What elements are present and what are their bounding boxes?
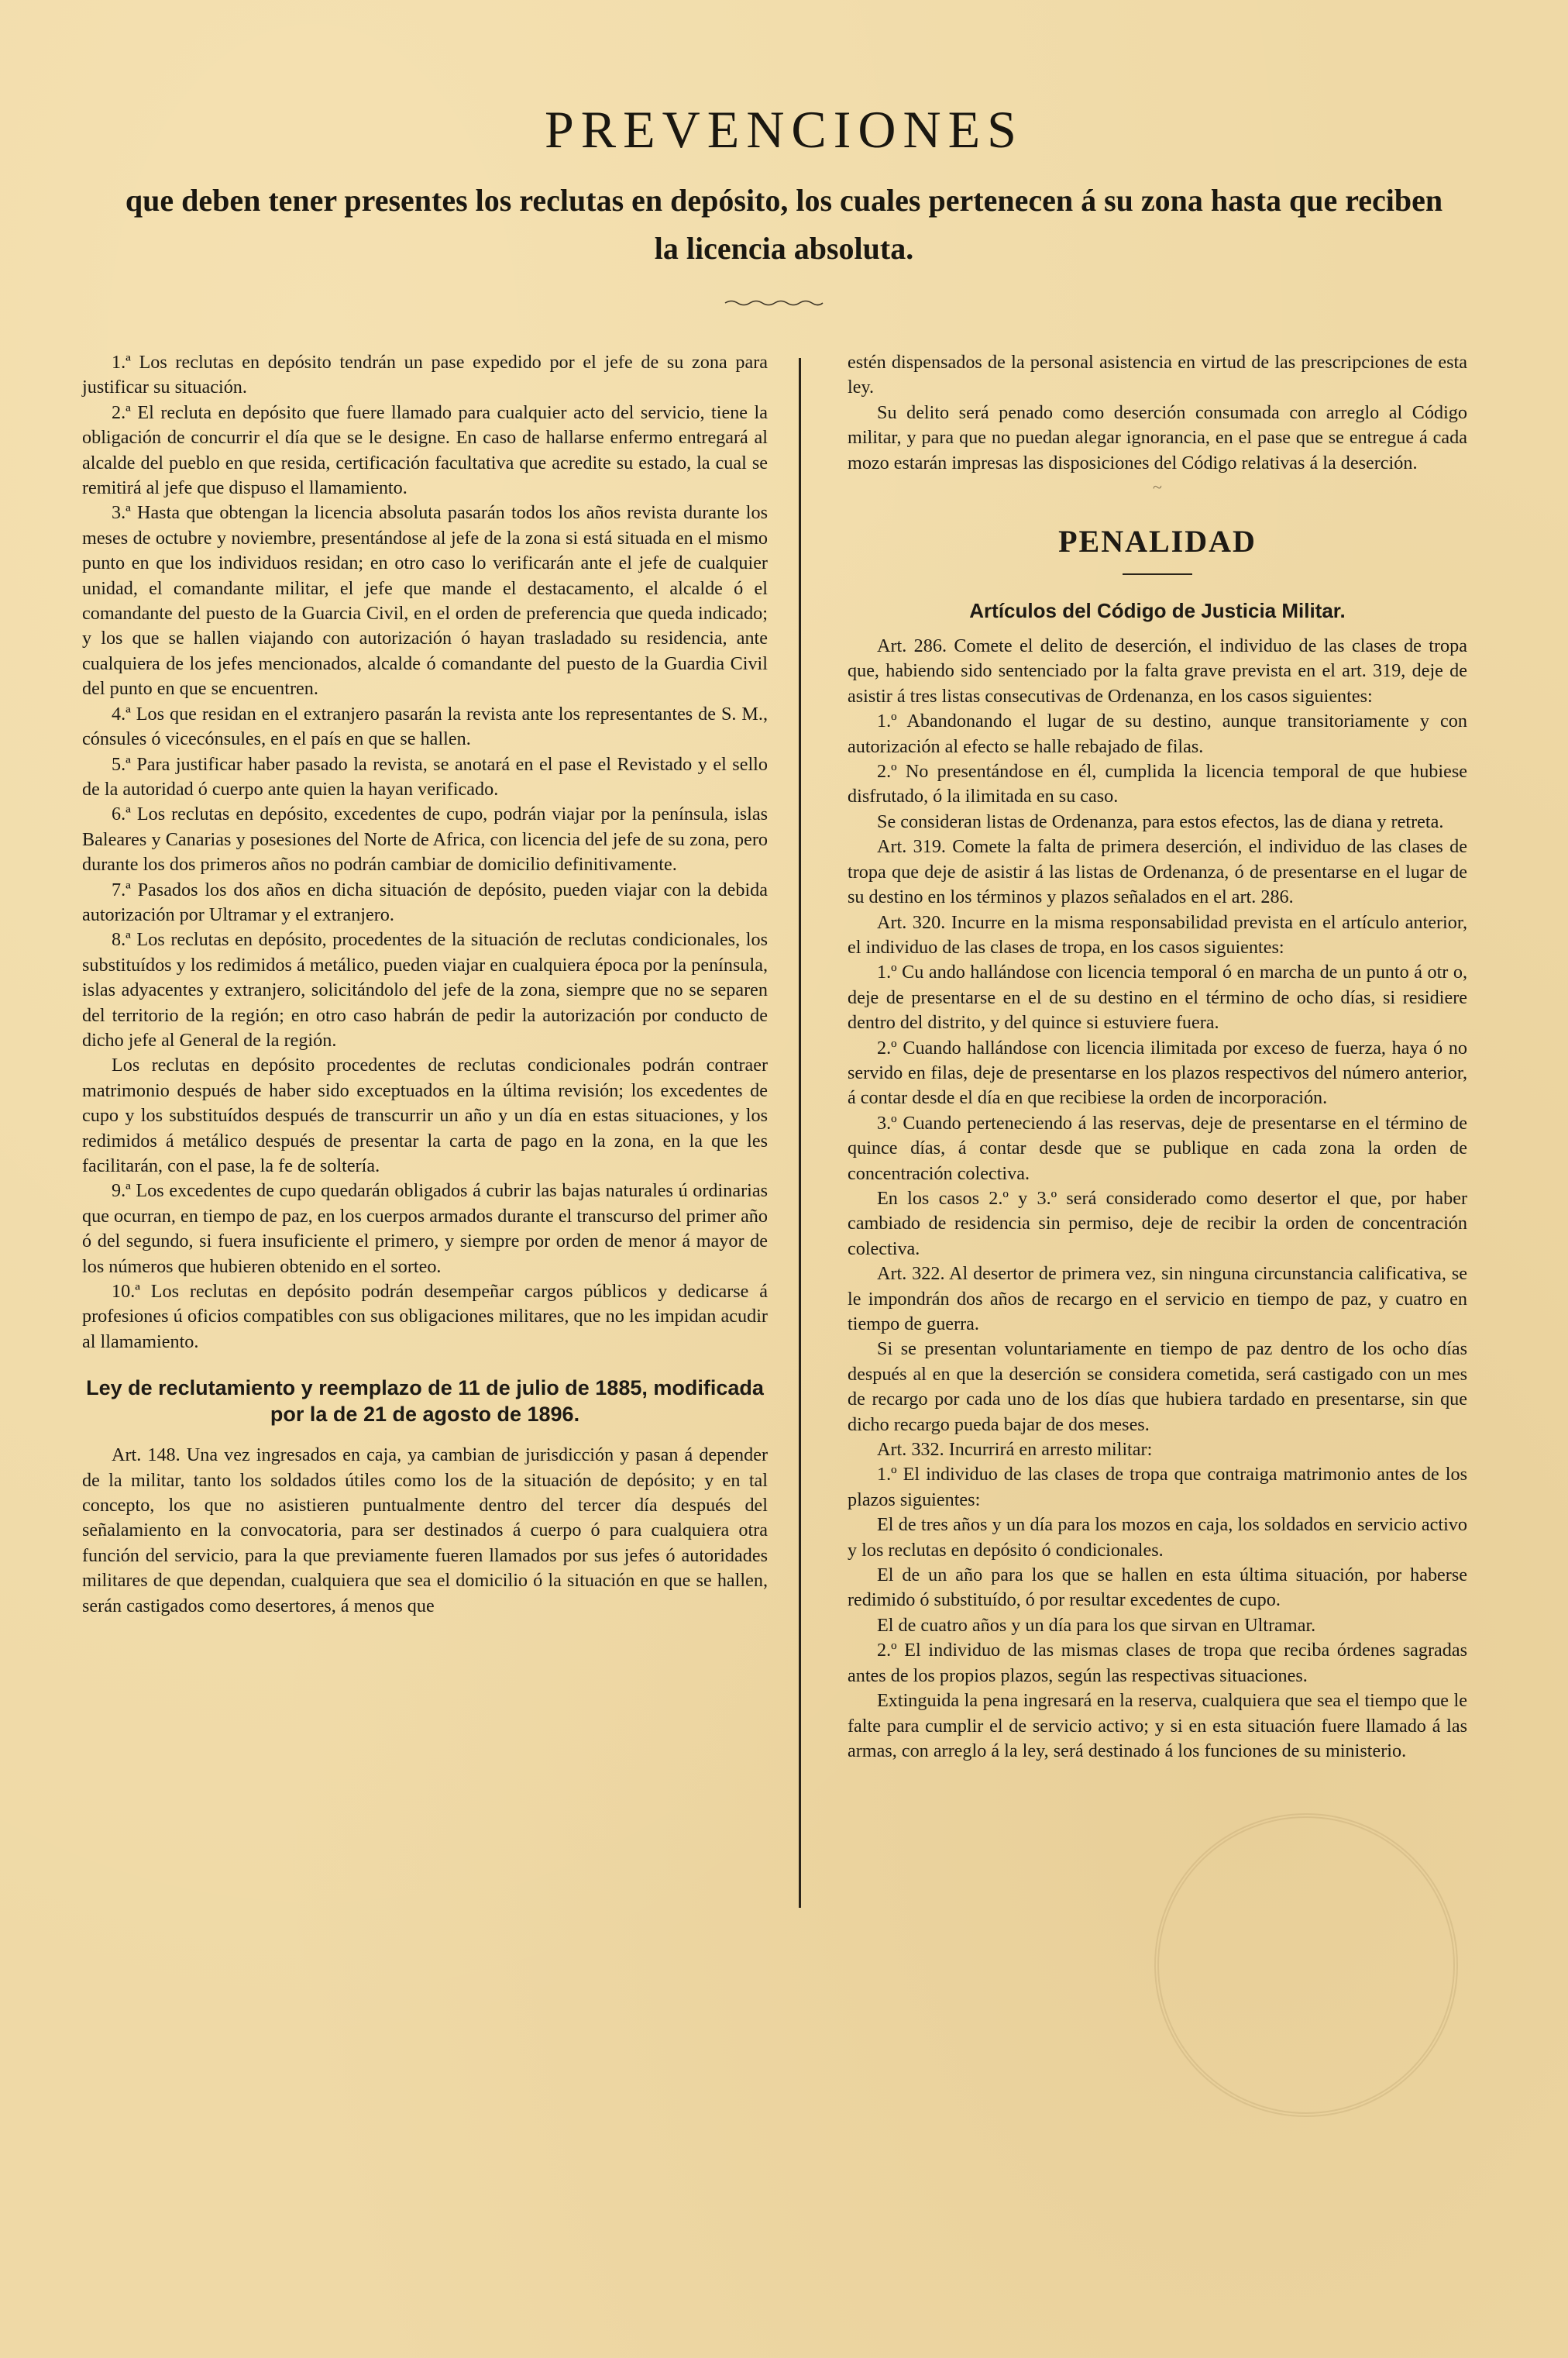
faded-stamp <box>1154 1813 1458 2117</box>
article-319: Art. 319. Comete la falta de primera deserción, el individuo de las clases de tropa que deje de asistir á las listas de Ordenanza, ó de presentarse en el lugar de su destino en los términos y plazos señalados en el art. 286. <box>848 836 1467 908</box>
rule-2: 2.ª El recluta en depósito que fuere llamado para cualquier acto del servicio, tiene la obligación de concurrir el día que se le designe. En caso de hallarse enfermo entregará al alcalde del pueblo en que resida, certificación facultativa que acredite su estado, la cual se remitirá al jefe que dispuso el llamamiento. <box>82 401 768 499</box>
article-322-note: Si se presentan voluntariamente en tiempo de paz dentro de los ocho días después al en que la deserción se considera cometida, será castigado con un mes de recargo por cada uno de los días que hubiera tardado en presentarse, sin que dicho recargo pueda bajar de dos meses. <box>848 1338 1467 1435</box>
left-column <box>82 350 768 1619</box>
small-ornament-icon: ~ <box>1153 477 1162 497</box>
rule-10: 10.ª Los reclutas en depósito podrán desempeñar cargos públicos y dedicarse á profesiones ú oficios compatibles con sus obligaciones militares, que no les impidan acudir al llamamiento. <box>82 1281 768 1352</box>
article-332-term-3: El de cuatro años y un día para los que sirvan en Ultramar. <box>877 1614 1316 1636</box>
article-320-case-2: 2.º Cuando hallándose con licencia ilimitada por exceso de fuerza, haya ó no servido en filas, deje de presentarse en los plazos respectivos del número anterior, á contar desde el día en que recibiese la orden de incorporación. <box>848 1037 1467 1109</box>
article-148: Art. 148. Una vez ingresados en caja, ya cambian de jurisdicción y pasan á depender de la militar, tanto los soldados útiles como los de la situación de depósito; y en tal concepto, los que no asistieren puntualmente dentro del tercer día después del señalamiento en la convocatoria, para ser destinados á cuerpo ó para cualquiera otra función del servicio, para la que previamente fueren llamados por sus jefes ó autoridades militares de que dependan, cualquiera que sea el domicilio ó la situación en que se hallen, serán castigados como desertores, á menos que <box>82 1444 768 1616</box>
article-286-note: Se consideran listas de Ordenanza, para estos efectos, las de diana y retreta. <box>877 811 1444 832</box>
page-title: PREVENCIONES <box>544 100 1024 159</box>
article-332: Art. 332. Incurrirá en arresto militar: <box>877 1439 1153 1461</box>
article-286-case-2: 2.º No presentándose en él, cumplida la licencia temporal de que hubiese disfrutado, ó la ilimitada en su caso. <box>848 761 1467 807</box>
article-332-term-1: El de tres años y un día para los mozos en caja, los soldados en servicio activo y los reclutas en depósito ó condicionales. <box>848 1514 1467 1561</box>
penalidad-heading: PENALIDAD <box>1058 524 1257 559</box>
article-332-term-2: El de un año para los que se hallen en esta última situación, por haberse redimido ó substituído, ó por resultar excedentes de cupo. <box>848 1565 1467 1611</box>
rule-8-marriage: Los reclutas en depósito procedentes de reclutas condicionales podrán contraer matrimonio después de haber sido exceptuados en la última revisión; los excedentes de cupo y los substituídos después de transcurrir un año y un día en estas situaciones, y los redimidos á metálico después de presentar la carta de pago en la zona, en la que les facilitarán, con el pase, la fe de soltería. <box>82 1055 768 1176</box>
rule-3: 3.ª Hasta que obtengan la licencia absoluta pasarán todos los años revista durante los meses de octubre y noviembre, presentándose al jefe de la zona si está situada en el mismo punto en que los individuos residan; en otro caso lo verificarán ante el jefe de cualquier unidad, el comandante militar, el jefe que mande el destacamento, el alcalde ó el comandante del puesto de la Guarcia Civil, en el orden de preferencia que queda indicado; y los que se hallen viajando con autorización ó hayan trasladado su residencia, ante cualquiera de los jefes mencionados, alcalde ó comandante del puesto de la Guardia Civil del punto en que se encuentren. <box>82 502 768 700</box>
article-322: Art. 322. Al desertor de primera vez, sin ninguna circunstancia calificativa, se le impondrán dos años de recargo en el servicio en tiempo de paz, y cuatro en tiempo de guerra. <box>848 1263 1467 1334</box>
ornament-rule-icon <box>724 298 824 308</box>
articles-heading: Artículos del Código de Justicia Militar. <box>969 599 1346 623</box>
article-332-case-1: 1.º El individuo de las clases de tropa que contraiga matrimonio antes de los plazos siguientes: <box>848 1464 1467 1510</box>
article-320-case-1: 1.º Cu ando hallándose con licencia temporal ó en marcha de un punto á otr o, deje de presentarse en el de su destino en el término de ocho días, si residiere dentro del distrito, y del quince si estuviere fuera. <box>848 962 1467 1034</box>
article-320: Art. 320. Incurre en la misma responsabilidad prevista en el artículo anterior, el individuo de las clases de tropa, en los casos siguientes: <box>848 911 1467 958</box>
rule-5: 5.ª Para justificar haber pasado la revista, se anotará en el pase el Revistado y el sello de la autoridad ó cuerpo ante quien la hayan verificado. <box>82 753 768 800</box>
column-divider <box>799 358 801 1908</box>
article-286: Art. 286. Comete el delito de deserción, el individuo de las clases de tropa que, habiendo sido sentenciado por la falta grave prevista en el art. 319, deje de asistir á tres listas consecutivas de Ordenanza, en los casos siguientes: <box>848 635 1467 707</box>
article-286-case-1: 1.º Abandonando el lugar de su destino, aunque transitoriamente y con autorización al efecto se halle rebajado de filas. <box>848 711 1467 757</box>
rule-9: 9.ª Los excedentes de cupo quedarán obligados á cubrir las bajas naturales ú ordinarias que ocurran, en tiempo de paz, en los cuerpos armados durante el transcurso del primer año ó del segundo, si fuera insuficiente el primero, y siempre por orden de menor á mayor de los números que hubieren obtenido en el sorteo. <box>82 1180 768 1277</box>
section-rule <box>1123 573 1192 575</box>
rule-4: 4.ª Los que residan en el extranjero pasarán la revista ante los representantes de S. M., cónsules ó vicecónsules, en el país en que se hallen. <box>82 703 768 750</box>
rule-8: 8.ª Los reclutas en depósito, procedentes de la situación de reclutas condicionales, los substituídos y los redimidos á metálico, pueden viajar en cualquiera época por la península, islas adyacentes y extranjero, solicitándolo del jefe de la zona, siempre que no se separen del territorio de la región; en otro caso habrán de pedir la autorización por conducto de dicho jefe al General de la región. <box>82 929 768 1051</box>
rule-7: 7.ª Pasados los dos años en dicha situación de depósito, pueden viajar con la debida autorización por Ultramar y el extranjero. <box>82 879 768 925</box>
article-332-case-2: 2.º El individuo de las mismas clases de tropa que reciba órdenes sagradas antes de los propios plazos, según las respectivas situaciones. <box>848 1640 1467 1686</box>
article-320-note: En los casos 2.º y 3.º será considerado como desertor el que, por haber cambiado de residencia sin permiso, deje de recibir la orden de concentración colectiva. <box>848 1187 1467 1259</box>
rule-1: 1.ª Los reclutas en depósito tendrán un pase expedido por el jefe de su zona para justificar su situación. <box>82 352 768 398</box>
article-332-closing: Extinguida la pena ingresará en la reserva, cualquiera que sea el tiempo que le falte para cumplir el de servicio activo; y si en esta situación fuere llamado á las armas, con arreglo á la ley, será destinado á los funciones de su ministerio. <box>848 1690 1467 1761</box>
article-320-case-3: 3.º Cuando perteneciendo á las reservas, deje de presentarse en el término de quince días, á contar desde que se publique en cada zona la orden de concentración colectiva. <box>848 1112 1467 1184</box>
desertion-penalty-paragraph: Su delito será penado como deserción consumada con arreglo al Código militar, y para que no puedan alegar ignorancia, en el pase que se entregue á cada mozo estarán impresas las disposiciones del Código relativas á la deserción. <box>848 401 1467 473</box>
continuation-paragraph: estén dispensados de la personal asistencia en virtud de las prescripciones de esta ley. <box>848 352 1467 398</box>
right-column <box>848 350 1467 1764</box>
law-heading: Ley de reclutamiento y reemplazo de 11 de julio de 1885, modificada por la de 21 de agosto de 1896. <box>86 1376 764 1427</box>
rule-6: 6.ª Los reclutas en depósito, excedentes de cupo, podrán viajar por la península, islas Baleares y Canarias y posesiones del Norte de Africa, con licencia del jefe de su zona, pero durante los dos primeros años no podrán cambiar de domicilio definitivamente. <box>82 804 768 876</box>
page-subtitle: que deben tener presentes los reclutas en depósito, los cuales pertenecen á su zona hasta que reciben la licencia absoluta. <box>125 183 1443 266</box>
